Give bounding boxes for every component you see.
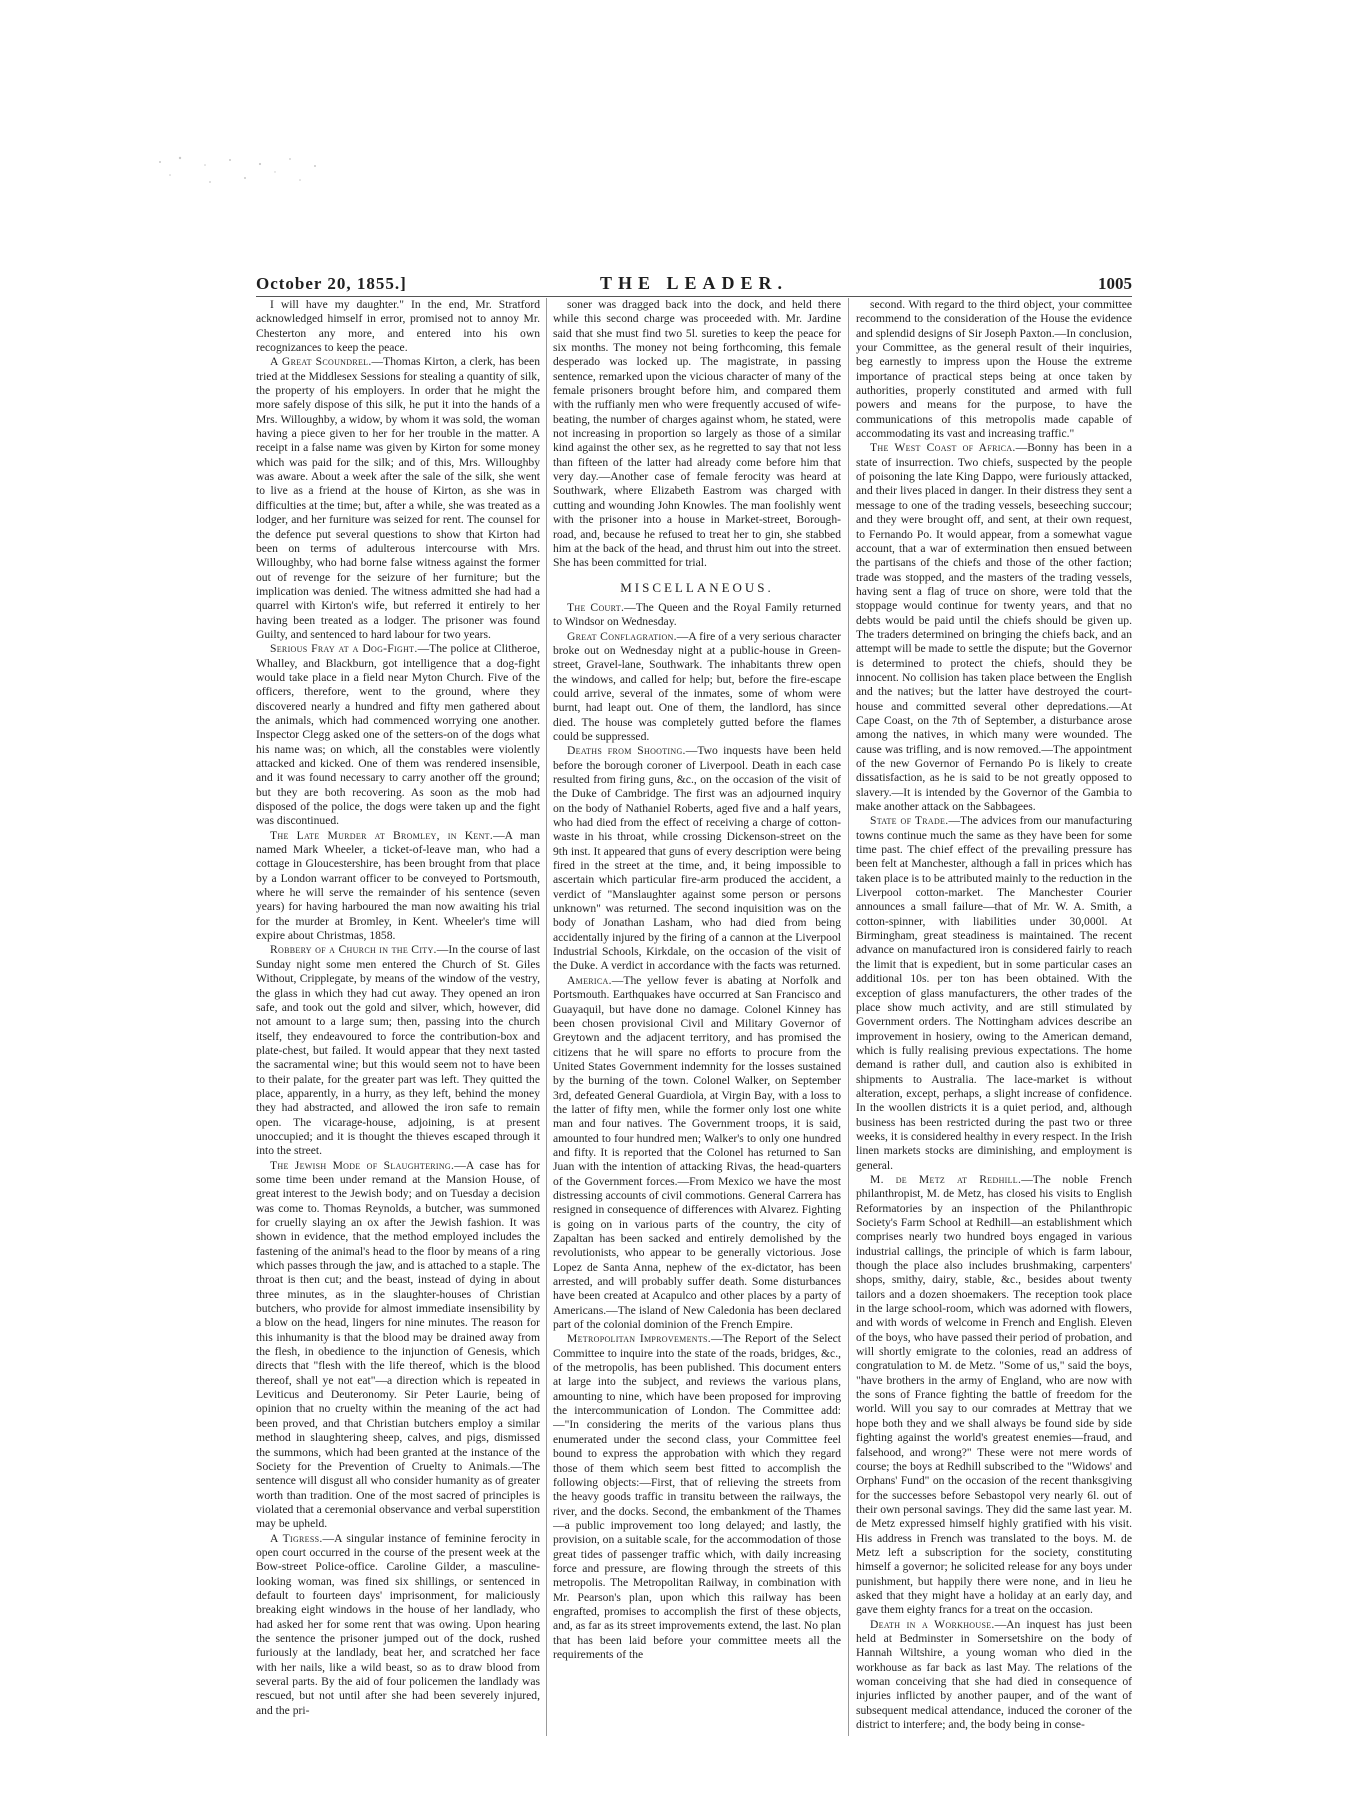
article-paragraph: [553, 601, 841, 630]
article-paragraph: [256, 943, 540, 1158]
article-headline: The Court.: [567, 600, 625, 614]
article-paragraph: [256, 298, 540, 355]
article-text: —A singular instance of feminine ferocity in open court occurred in the course of the present week at the Bow-street Police-office. Caroline Gilder, a masculine-looking woman, was fined six shillings, or sentenced in default to fourteen days' imprisonment, for maliciously breaking eight windows in the house of her landlady, who had asked her for some rent that was owing. Upon hearing the sentence the prisoner jumped out of the dock, rushed furiously at the landlady, beat her, and scratched her face with her nails, like a wild beast, so as to draw blood from several parts. By the aid of four policemen the landlady was rescued, but not until after she had been severely injured, and the pri-: [256, 1531, 540, 1717]
column-1: [256, 298, 540, 1738]
article-text: —Two inquests have been held before the borough coroner of Liverpool. Death in each case resulted from firing guns, &c., on the occasion of the visit of the Duke of Cambridge. The first was an adjourned inquiry on the body of Nathaniel Roberts, aged five and a half years, who had died from the effect of receiving a charge of cotton-waste in his throat, while crossing Dickenson-street on the 9th inst. It appeared that guns of every description were being fired in the street at the time, and, it being impossible to ascertain which particular fire-arm produced the accident, a verdict of "Manslaughter against some person or persons unknown" was returned. The second inquisition was on the body of Jonathan Lasham, who had died from being accidentally injured by the firing of a cannon at the Liverpool Industrial Schools, Kirkdale, on the occasion of the visit of the Duke. A verdict in accordance with the facts was returned.: [553, 744, 841, 973]
article-paragraph: [553, 298, 841, 571]
article-headline: The Late Murder at Bromley, in Kent.: [270, 828, 494, 842]
article-paragraph: [256, 355, 540, 642]
column-3: [856, 298, 1132, 1738]
article-headline: Robbery of a Church in the City.: [270, 943, 437, 957]
article-headline: M. de Metz at Redhill.: [870, 1172, 1022, 1186]
article-text: —Thomas Kirton, a clerk, has been tried at the Middlesex Sessions for stealing a quantity of silk, the property of his employers. In order that he might the more safely dispose of this silk, he put it into the hands of a Mrs. Willoughby, a widow, by whom it was sold, the woman having a piece given to her for her trouble in the matter. A receipt in a false name was given by Kirton for some money which was paid for the silk; and of this, Mrs. Willoughby was aware. About a week after the sale of the silk, she went to live as a friend at the house of Kirton, as she was in difficulties at the time; but, after a while, she was treated as a lodger, and her furniture was seized for rent. The counsel for the defence put several questions to show that Kirton had been on terms of adulterous intercourse with Mrs. Willoughby, who had borne false witness against the former out of revenge for the seizure of her furniture; but the implication was denied. The witness admitted she had had a quarrel with Kirton's wife, but referred it entirely to her having been treated as a lodger. The prisoner was found Guilty, and sentenced to hard labour for two years.: [256, 355, 540, 641]
article-headline: A Great Scoundrel.: [270, 355, 372, 369]
article-paragraph: [553, 1332, 841, 1662]
article-paragraph: [856, 298, 1132, 441]
article-headline: Deaths from Shooting.: [567, 744, 686, 758]
article-text: —The police at Clitheroe, Whalley, and Blackburn, got intelligence that a dog-fight would take place in a field near Myton Church. Five of the officers, therefore, went to the ground, where they discovered nearly a hundred and fifty men gathered about the animals, which had commenced worrying one another. Inspector Clegg asked one of the setters-on of the dogs what his name was; on which, all the constables were violently attacked and kicked. One of them was rendered insensible, and it was found necessary to carry another off the ground; but they are both recovering. As soon as the mob had disposed of the police, the dogs were taken up and the fight was discontinued.: [256, 642, 540, 828]
article-text: —The advices from our manufacturing towns continue much the same as they have been for some time past. The chief effect of the prevailing pressure has been felt at Manchester, although a fall in prices which has taken place is to be attributed mainly to the reduction in the Liverpool cotton-market. The Manchester Courier announces a small failure—that of Mr. W. A. Smith, a cotton-spinner, with liabilities under 30,000l. At Birmingham, great steadiness is maintained. The recent advance on manufactured iron is considered fairly to reach the limit that is expedient, but in some particular cases an additional 10s. per ton has been obtained. With the exception of glass manufacturers, the other trades of the place show much activity, and are still stimulated by Government orders. The Nottingham advices describe an improvement in hosiery, owing to the American demand, which is fully realising previous expectations. The home demand is rather dull, and caution also is exhibited in shipments to Australia. The lace-market is without alteration, except, perhaps, a slight increase of confidence. In the woollen districts it is a quiet period, and, although business has been restricted during the past two or three weeks, it is considered healthy in every respect. In the Irish linen markets stocks are diminishing, and employment is general.: [856, 814, 1132, 1172]
article-paragraph: [553, 630, 841, 745]
article-paragraph: [256, 829, 540, 944]
article-headline: Great Conflagration.: [567, 629, 677, 643]
article-text: I will have my daughter." In the end, Mr. Stratford acknowledged himself in error, promised not to annoy Mr. Chesterton any more, and entered into his own recognizances to keep the peace.: [256, 298, 540, 355]
section-heading: MISCELLANEOUS.: [620, 579, 774, 595]
article-paragraph: [553, 744, 841, 974]
article-headline: The Jewish Mode of Slaughtering.: [270, 1158, 455, 1172]
article-headline: America.: [567, 973, 612, 987]
page-header: [256, 274, 1132, 296]
article-text: —In the course of last Sunday night some men entered the Church of St. Giles Without, Cripplegate, by means of the window of the vestry, the glass in which they had cut away. They opened an iron safe, and took out the gold and silver, which, however, did not amount to a large sum; then, passing into the church itself, they endeavoured to force the contribution-box and plate-chest, but failed. It would appear that they next tasted the sacramental wine; but this would seem not to have been to their palate, for the greater part was left. They quitted the place, apparently, in a hurry, as they left, behind the money they had abstracted, and allowed the iron safe to remain open. The vicarage-house, adjoining, is at present unoccupied; and it is thought the thieves escaped through it into the street.: [256, 943, 540, 1158]
article-headline: State of Trade.: [870, 814, 949, 828]
article-text: —A man named Mark Wheeler, a ticket-of-leave man, who had a cottage in Gloucestershire, has been brought from that place by a London warrant officer to be conveyed to Portsmouth, where he will serve the remainder of his sentence (seven years) for having harboured the man now awaiting his trial for the murder at Bromley, in Kent. Wheeler's time will expire about Christmas, 1858.: [256, 828, 540, 943]
article-headline: Death in a Workhouse.: [870, 1617, 995, 1631]
article-paragraph: [856, 1618, 1132, 1733]
article-paragraph: [256, 1159, 540, 1532]
article-paragraph: [856, 441, 1132, 814]
issue-date: October 20, 1855.]: [256, 274, 407, 293]
print-specks-decoration: [150, 150, 340, 190]
article-headline: Serious Fray at a Dog-Fight.: [270, 642, 418, 656]
article-paragraph: [553, 974, 841, 1333]
article-paragraph: [256, 1532, 540, 1718]
article-text: —A fire of a very serious character broke out on Wednesday night at a public-house in Green-street, Gravel-lane, Southwark. The inhabitants threw open the windows, and called for help; but, before the fire-escape could arrive, several of the inmates, some of whom were burnt, had leapt out. One of them, the landlord, has since died. The house was completely gutted before the flames could be suppressed.: [553, 629, 841, 743]
article-headline: The West Coast of Africa.: [870, 441, 1016, 455]
column-divider: [546, 298, 547, 1736]
page-number: 1005: [1098, 274, 1132, 293]
article-text: —An inquest has just been held at Bedminster in Somersetshire on the body of Hannah Wiltshire, a young woman who died in the workhouse as far back as last May. The relations of the woman conceiving that she had died in consequence of injuries inflicted by another pauper, and of the want of subsequent medical attendance, induced the coroner of the district to interfere; and, the body being in conse-: [856, 1617, 1132, 1732]
column-2: [553, 298, 841, 1738]
article-headline: A Tigress.: [270, 1531, 323, 1545]
article-text: —The Queen and the Royal Family returned to Windsor on Wednesday.: [553, 600, 841, 629]
article-text: —The noble French philanthropist, M. de Metz, has closed his visits to English Reformatories by an inspection of the Philanthropic Society's Farm School at Redhill—an establishment which comprises nearly two hundred boys engaged in various industrial callings, the principle of which is farm labour, though the place also includes brushmaking, carpenters' shops, smithy, dairy, stable, &c., besides about twenty tailors and a dozen shoemakers. The reception took place in the large school-room, which was adorned with flowers, and with words of welcome in French and English. Eleven of the boys, who have passed their period of probation, and will shortly emigrate to the colonies, read an address of congratulation to M. de Metz. "Some of us," said the boys, "have brothers in the army of England, who are now with the sons of France fighting the battle of freedom for the world. Will you say to our comrades at Mettray that we hope both they and we shall always be found side by side fighting against the world's greatest enemies—fraud, and falsehood, and wrong?" These were not mere words of course; the boys at Redhill subscribed to the "Widows' and Orphans' Fund" on the occasion of the recent thanksgiving for the successes before Sebastopol very nearly 6l. out of their own personal savings. They did the same last year. M. de Metz expressed himself highly gratified with his visit. His address in French was translated to the boys. M. de Metz left a subscription for the society, constituting himself a governor; he solicited release for any boys under punishment, but happily there were none, and in lieu he asked that they might have a holiday at an early day, and gave them eighty francs for a treat on the occasion.: [856, 1172, 1132, 1617]
article-text: —Bonny has been in a state of insurrection. Two chiefs, suspected by the people of poisoning the late King Dappo, were furiously attacked, and their lives placed in danger. In their distress they sent a message to one of the trading vessels, beseeching succour; and they were brought off, and sent, at their own request, to Fernando Po. It would appear, from a somewhat vague account, that a war of extermination then ensued between the partisans of the chiefs and those of the other faction; trade was stopped, and the masters of the trading vessels, having sent a flag of truce on shore, were told that the stoppage would continue for twenty years, and that no debts would be paid until the chiefs should be given up. The traders determined on bringing the chiefs back, and an attempt will be made to settle the dispute; but the Governor is determined to protect the chiefs, should they be innocent. No collision has taken place between the English and the natives; but the latter have destroyed the court-house and committed several other depredations.—At Cape Coast, on the 7th of September, a disturbance arose among the natives, in which many were wounded. The cause was trifling, and is now removed.—The appointment of the new Governor of Fernando Po is likely to create dissatisfaction, as he is said to be not greatly opposed to slavery.—It is intended by the Governor of the Gambia to make another attack on the Sabbagees.: [856, 441, 1132, 814]
article-text: soner was dragged back into the dock, and held there while this second charge was proceeded with. Mr. Jardine said that she must find two 5l. sureties to keep the peace for six months. The money not being forthcoming, this female desperado was locked up. The magistrate, in passing sentence, remarked upon the vicious character of many of the female prisoners brought before him, and compared them with the ruffianly men who were frequently accused of wife-beating, the number of charges against whom, he stated, were not increasing in proportion so largely as those of a similar kind against the other sex, as he regretted to say that not less than fifteen of the latter had already come before him that very day.—Another case of female ferocity was heard at Southwark, where Elizabeth Eastrom was charged with cutting and wounding John Knowles. The man foolishly went with the prisoner into a house in Market-street, Borough-road, and, because he refused to treat her to gin, she stabbed him at the back of the head, and thrust him out into the street. She has been committed for trial.: [553, 298, 841, 570]
article-text: —The yellow fever is abating at Norfolk and Portsmouth. Earthquakes have occurred at San Francisco and Guayaquil, but have done no damage. Colonel Kinney has been chosen provisional Civil and Military Governor of Greytown and the adjacent territory, and has promised the citizens that he will spare no efforts to procure from the United States Government indemnity for the losses sustained by the burning of the town. Colonel Walker, on September 3rd, defeated General Guardiola, at Virgin Bay, with a loss to the latter of fifty men, while the former only lost one white man and four natives. The Government troops, it is said, amounted to four hundred men; Walker's to only one hundred and fifty. It is reported that the Colonel has returned to San Juan with the intention of attacking Rivas, the head-quarters of the Government forces.—From Mexico we have the most distressing accounts of civil commotions. General Carrera has resigned in consequence of differences with Alvarez. Fighting is going on in various parts of the country, the city of Zapaltan has been sacked and entirely demolished by the revolutionists, who appear to be generally victorious. Jose Lopez de Santa Anna, nephew of the ex-dictator, has been arrested, and will probably suffer death. Some disturbances have been created at Acapulco and other places by a party of Americans.—The island of New Caledonia has been declared part of the colonial dominion of the French Empire.: [553, 973, 841, 1332]
article-text: —A case has for some time been under remand at the Mansion House, of great interest to the Jewish body; and on Tuesday a decision was come to. Thomas Reynolds, a butcher, was summoned for cruelly slaying an ox after the Jewish fashion. It was shown in evidence, that the method employed includes the fastening of the animal's head to the floor by means of a ring which passes through the jaw, and is attached to a staple. The throat is then cut; and the beast, instead of dying in about three minutes, as in the slaughter-houses of Christian butchers, who provide for almost immediate insensibility by a blow on the head, lingers for nine minutes. The reason for this inhumanity is that the blood may be drained away from the flesh, in obedience to the injunction of Genesis, which directs that "flesh with the life thereof, which is the blood thereof, shall ye not eat"—a direction which is repeated in Leviticus and Deuteronomy. Sir Peter Laurie, being of opinion that no cruelty within the meaning of the act had been proved, and that Christian butchers employ a similar method in slaughtering sheep, calves, and pigs, dismissed the summons, which had been granted at the instance of the Society for the Prevention of Cruelty to Animals.—The sentence will disgust all who consider humanity as of greater worth than tradition. One of the most sacred of principles is violated that a ceremonial observance and verbal superstition may be upheld.: [256, 1158, 540, 1531]
column-divider: [848, 298, 849, 1736]
article-paragraph: [256, 642, 540, 828]
article-text: second. With regard to the third object, your committee recommend to the consideration of the House the evidence and splendid designs of Sir Joseph Paxton.—In conclusion, your Committee, as the general result of their inquiries, beg earnestly to impress upon the House the extreme importance of practical steps being at once taken by authorities, properly constituted and armed with full powers and means for the purpose, to have the communications of this metropolis made capable of accommodating its vast and increasing traffic.": [856, 298, 1132, 441]
article-paragraph: [856, 814, 1132, 1173]
header-rule: [256, 296, 1132, 297]
article-text: —The Report of the Select Committee to inquire into the state of the roads, bridges, &c., of the metropolis, has been published. This document enters at large into the subject, and reviews the various plans, amounting to nine, which have been proposed for improving the intercommunication of London. The Committee add:—"In considering the merits of the various plans thus enumerated under the second class, your Committee feel bound to express the approbation with which they regard those of them which seem best fitted to accomplish the following objects:—First, that of relieving the streets from the heavy goods traffic in transitu between the railways, the river, and the docks. Second, the embankment of the Thames—a public improvement too long delayed; and lastly, the provision, on a suitable scale, for the accommodation of those great tides of passenger traffic which, with daily increasing force and pressure, are flowing through the streets of this metropolis. The Metropolitan Railway, in combination with Mr. Pearson's plan, upon which this railway has been engrafted, promises to accomplish the first of these objects, and, as far as its street improvements extend, the last. No plan that has been laid before your committee meets all the requirements of the: [553, 1332, 841, 1661]
article-paragraph: [856, 1173, 1132, 1618]
newspaper-title: THE LEADER.: [599, 273, 789, 293]
article-headline: Metropolitan Improvements.: [567, 1332, 711, 1346]
